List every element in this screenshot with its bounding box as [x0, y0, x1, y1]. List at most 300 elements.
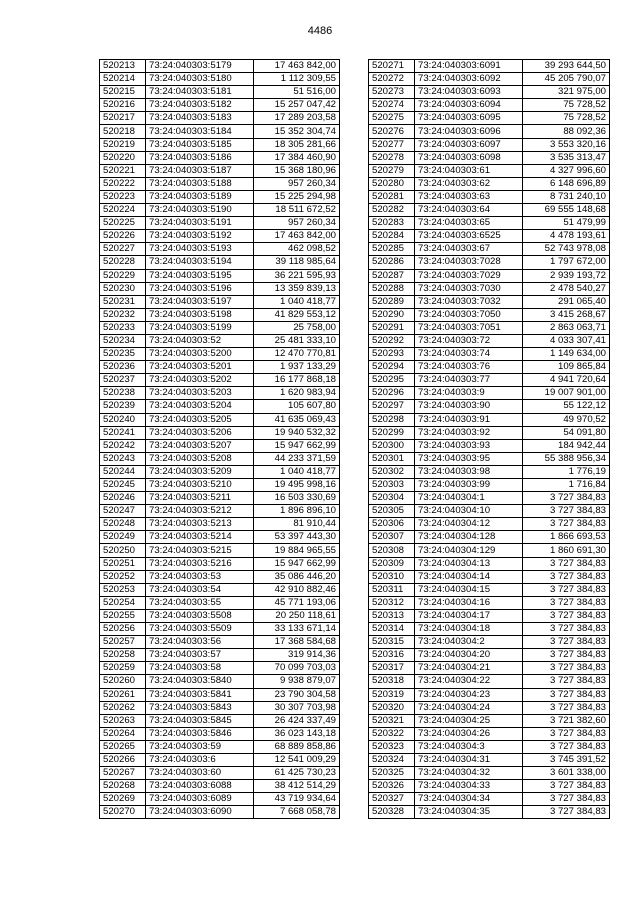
- value-cell: 17 368 584,68: [254, 636, 340, 649]
- cadastral-number-cell: 73:24:040303:58: [146, 662, 254, 675]
- cadastral-number-cell: 73:24:040303:99: [415, 479, 523, 492]
- row-number-cell: 520323: [369, 740, 415, 753]
- cadastral-number-cell: 73:24:040303:5192: [146, 230, 254, 243]
- value-cell: 6 148 696,89: [523, 177, 610, 190]
- right-registry-table: [368, 59, 610, 819]
- value-cell: 3 727 384,83: [523, 623, 610, 636]
- table-row: [100, 151, 340, 164]
- row-number-cell: 520308: [369, 544, 415, 557]
- table-row: [369, 164, 610, 177]
- row-number-cell: 520287: [369, 269, 415, 282]
- value-cell: 1 040 418,77: [254, 295, 340, 308]
- value-cell: 70 099 703,03: [254, 662, 340, 675]
- value-cell: 45 205 790,07: [523, 73, 610, 86]
- cadastral-number-cell: 73:24:040303:5508: [146, 609, 254, 622]
- row-number-cell: 520273: [369, 86, 415, 99]
- row-number-cell: 520278: [369, 151, 415, 164]
- table-row: [100, 492, 340, 505]
- table-row: [369, 60, 610, 73]
- value-cell: 2 863 063,71: [523, 321, 610, 334]
- cadastral-number-cell: 73:24:040303:5207: [146, 439, 254, 452]
- value-cell: 1 776,19: [523, 465, 610, 478]
- value-cell: 4 033 307,41: [523, 334, 610, 347]
- row-number-cell: 520316: [369, 649, 415, 662]
- table-row: [100, 99, 340, 112]
- value-cell: 1 797 672,00: [523, 256, 610, 269]
- value-cell: 33 133 671,14: [254, 623, 340, 636]
- row-number-cell: 520295: [369, 374, 415, 387]
- cadastral-number-cell: 73:24:040304:3: [415, 740, 523, 753]
- cadastral-number-cell: 73:24:040303:5845: [146, 714, 254, 727]
- cadastral-number-cell: 73:24:040304:24: [415, 701, 523, 714]
- value-cell: 321 975,00: [523, 86, 610, 99]
- value-cell: 30 307 703,98: [254, 701, 340, 714]
- cadastral-number-cell: 73:24:040303:5840: [146, 675, 254, 688]
- row-number-cell: 520279: [369, 164, 415, 177]
- value-cell: 4 941 720,64: [523, 374, 610, 387]
- value-cell: 45 771 193,06: [254, 596, 340, 609]
- row-number-cell: 520256: [100, 623, 146, 636]
- table-row: [100, 164, 340, 177]
- cadastral-number-cell: 73:24:040303:5843: [146, 701, 254, 714]
- table-row: [100, 740, 340, 753]
- table-row: [100, 465, 340, 478]
- cadastral-number-cell: 73:24:040304:23: [415, 688, 523, 701]
- value-cell: 3 601 338,00: [523, 767, 610, 780]
- table-row: [100, 217, 340, 230]
- row-number-cell: 520269: [100, 793, 146, 806]
- cadastral-number-cell: 73:24:040303:61: [415, 164, 523, 177]
- value-cell: 8 731 240,10: [523, 190, 610, 203]
- row-number-cell: 520259: [100, 662, 146, 675]
- value-cell: 3 727 384,83: [523, 596, 610, 609]
- table-row: [100, 334, 340, 347]
- table-row: [100, 753, 340, 766]
- table-row: [100, 308, 340, 321]
- row-number-cell: 520289: [369, 295, 415, 308]
- cadastral-number-cell: 73:24:040303:63: [415, 190, 523, 203]
- value-cell: 69 555 148,68: [523, 204, 610, 217]
- row-number-cell: 520311: [369, 583, 415, 596]
- table-row: [100, 767, 340, 780]
- table-row: [369, 767, 610, 780]
- cadastral-number-cell: 73:24:040303:6095: [415, 112, 523, 125]
- value-cell: 3 745 391,52: [523, 753, 610, 766]
- table-row: [100, 596, 340, 609]
- value-cell: 42 910 882,46: [254, 583, 340, 596]
- table-row: [369, 583, 610, 596]
- row-number-cell: 520288: [369, 282, 415, 295]
- row-number-cell: 520236: [100, 361, 146, 374]
- row-number-cell: 520260: [100, 675, 146, 688]
- value-cell: 3 721 382,60: [523, 714, 610, 727]
- cadastral-number-cell: 73:24:040303:5195: [146, 269, 254, 282]
- table-row: [100, 269, 340, 282]
- cadastral-number-cell: 73:24:040304:13: [415, 557, 523, 570]
- row-number-cell: 520251: [100, 557, 146, 570]
- value-cell: 3 727 384,83: [523, 701, 610, 714]
- value-cell: 3 727 384,83: [523, 649, 610, 662]
- table-row: [369, 125, 610, 138]
- row-number-cell: 520326: [369, 780, 415, 793]
- value-cell: 81 910,44: [254, 518, 340, 531]
- table-row: [100, 230, 340, 243]
- cadastral-number-cell: 73:24:040304:22: [415, 675, 523, 688]
- row-number-cell: 520302: [369, 465, 415, 478]
- row-number-cell: 520252: [100, 570, 146, 583]
- table-row: [100, 60, 340, 73]
- row-number-cell: 520296: [369, 387, 415, 400]
- table-row: [100, 256, 340, 269]
- value-cell: 17 463 842,00: [254, 60, 340, 73]
- value-cell: 68 889 858,86: [254, 740, 340, 753]
- cadastral-number-cell: 73:24:040303:53: [146, 570, 254, 583]
- value-cell: 20 250 118,61: [254, 609, 340, 622]
- cadastral-number-cell: 73:24:040303:57: [146, 649, 254, 662]
- value-cell: 1 620 983,94: [254, 387, 340, 400]
- cadastral-number-cell: 73:24:040303:7029: [415, 269, 523, 282]
- table-row: [100, 86, 340, 99]
- row-number-cell: 520328: [369, 806, 415, 819]
- value-cell: 3 727 384,83: [523, 505, 610, 518]
- cadastral-number-cell: 73:24:040303:95: [415, 452, 523, 465]
- value-cell: 19 495 998,16: [254, 479, 340, 492]
- right-table-body: [369, 60, 610, 819]
- row-number-cell: 520265: [100, 740, 146, 753]
- cadastral-number-cell: 73:24:040304:20: [415, 649, 523, 662]
- value-cell: 3 727 384,83: [523, 806, 610, 819]
- cadastral-number-cell: 73:24:040303:65: [415, 217, 523, 230]
- row-number-cell: 520232: [100, 308, 146, 321]
- table-row: [100, 282, 340, 295]
- value-cell: 36 221 595,93: [254, 269, 340, 282]
- cadastral-number-cell: 73:24:040303:7032: [415, 295, 523, 308]
- table-row: [100, 400, 340, 413]
- table-row: [100, 570, 340, 583]
- table-row: [369, 374, 610, 387]
- table-row: [369, 295, 610, 308]
- row-number-cell: 520214: [100, 73, 146, 86]
- row-number-cell: 520286: [369, 256, 415, 269]
- value-cell: 3 727 384,83: [523, 780, 610, 793]
- value-cell: 13 359 839,13: [254, 282, 340, 295]
- left-table-body: [100, 60, 340, 819]
- cadastral-number-cell: 73:24:040303:6089: [146, 793, 254, 806]
- cadastral-number-cell: 73:24:040303:5187: [146, 164, 254, 177]
- table-row: [100, 204, 340, 217]
- row-number-cell: 520322: [369, 727, 415, 740]
- table-row: [369, 348, 610, 361]
- value-cell: 3 727 384,83: [523, 793, 610, 806]
- row-number-cell: 520306: [369, 518, 415, 531]
- table-row: [369, 269, 610, 282]
- cadastral-number-cell: 73:24:040303:74: [415, 348, 523, 361]
- value-cell: 3 727 384,83: [523, 609, 610, 622]
- row-number-cell: 520255: [100, 609, 146, 622]
- row-number-cell: 520314: [369, 623, 415, 636]
- value-cell: 2 939 193,72: [523, 269, 610, 282]
- value-cell: 15 225 294,98: [254, 190, 340, 203]
- table-row: [100, 479, 340, 492]
- row-number-cell: 520216: [100, 99, 146, 112]
- row-number-cell: 520318: [369, 675, 415, 688]
- cadastral-number-cell: 73:24:040303:5193: [146, 243, 254, 256]
- row-number-cell: 520317: [369, 662, 415, 675]
- table-row: [369, 701, 610, 714]
- row-number-cell: 520291: [369, 321, 415, 334]
- value-cell: 15 368 180,96: [254, 164, 340, 177]
- value-cell: 17 289 203,58: [254, 112, 340, 125]
- table-row: [100, 557, 340, 570]
- value-cell: 17 384 460,90: [254, 151, 340, 164]
- value-cell: 18 511 672,52: [254, 204, 340, 217]
- cadastral-number-cell: 73:24:040303:5189: [146, 190, 254, 203]
- table-row: [100, 426, 340, 439]
- cadastral-number-cell: 73:24:040303:5188: [146, 177, 254, 190]
- row-number-cell: 520249: [100, 531, 146, 544]
- row-number-cell: 520233: [100, 321, 146, 334]
- row-number-cell: 520248: [100, 518, 146, 531]
- cadastral-number-cell: 73:24:040304:10: [415, 505, 523, 518]
- row-number-cell: 520254: [100, 596, 146, 609]
- row-number-cell: 520272: [369, 73, 415, 86]
- row-number-cell: 520285: [369, 243, 415, 256]
- value-cell: 26 424 337,49: [254, 714, 340, 727]
- row-number-cell: 520303: [369, 479, 415, 492]
- value-cell: 3 727 384,83: [523, 675, 610, 688]
- value-cell: 12 541 009,29: [254, 753, 340, 766]
- row-number-cell: 520223: [100, 190, 146, 203]
- cadastral-number-cell: 73:24:040303:9: [415, 387, 523, 400]
- cadastral-number-cell: 73:24:040304:16: [415, 596, 523, 609]
- value-cell: 957 260,34: [254, 177, 340, 190]
- value-cell: 109 865,84: [523, 361, 610, 374]
- value-cell: 16 503 330,69: [254, 492, 340, 505]
- table-row: [369, 492, 610, 505]
- cadastral-number-cell: 73:24:040303:92: [415, 426, 523, 439]
- row-number-cell: 520253: [100, 583, 146, 596]
- value-cell: 12 470 770,81: [254, 348, 340, 361]
- row-number-cell: 520313: [369, 609, 415, 622]
- cadastral-number-cell: 73:24:040303:62: [415, 177, 523, 190]
- value-cell: 19 007 901,00: [523, 387, 610, 400]
- row-number-cell: 520290: [369, 308, 415, 321]
- value-cell: 291 065,40: [523, 295, 610, 308]
- table-row: [100, 518, 340, 531]
- table-row: [369, 570, 610, 583]
- value-cell: 3 727 384,83: [523, 727, 610, 740]
- table-row: [369, 452, 610, 465]
- table-row: [369, 780, 610, 793]
- row-number-cell: 520222: [100, 177, 146, 190]
- cadastral-number-cell: 73:24:040303:7051: [415, 321, 523, 334]
- row-number-cell: 520228: [100, 256, 146, 269]
- table-row: [369, 282, 610, 295]
- value-cell: 55 122,12: [523, 400, 610, 413]
- cadastral-number-cell: 73:24:040303:7030: [415, 282, 523, 295]
- cadastral-number-cell: 73:24:040304:34: [415, 793, 523, 806]
- table-row: [369, 413, 610, 426]
- value-cell: 3 727 384,83: [523, 570, 610, 583]
- table-row: [369, 636, 610, 649]
- row-number-cell: 520225: [100, 217, 146, 230]
- table-row: [369, 544, 610, 557]
- row-number-cell: 520321: [369, 714, 415, 727]
- table-row: [369, 439, 610, 452]
- value-cell: 3 727 384,83: [523, 583, 610, 596]
- table-row: [369, 714, 610, 727]
- table-row: [369, 400, 610, 413]
- cadastral-number-cell: 73:24:040304:33: [415, 780, 523, 793]
- cadastral-number-cell: 73:24:040304:12: [415, 518, 523, 531]
- value-cell: 1 866 693,53: [523, 531, 610, 544]
- table-row: [100, 793, 340, 806]
- value-cell: 15 352 304,74: [254, 125, 340, 138]
- cadastral-number-cell: 73:24:040303:6: [146, 753, 254, 766]
- table-row: [100, 452, 340, 465]
- cadastral-number-cell: 73:24:040303:5201: [146, 361, 254, 374]
- table-row: [369, 806, 610, 819]
- row-number-cell: 520264: [100, 727, 146, 740]
- cadastral-number-cell: 73:24:040303:6098: [415, 151, 523, 164]
- table-row: [369, 204, 610, 217]
- row-number-cell: 520267: [100, 767, 146, 780]
- row-number-cell: 520293: [369, 348, 415, 361]
- table-row: [369, 86, 610, 99]
- value-cell: 75 728,52: [523, 112, 610, 125]
- value-cell: 19 884 965,55: [254, 544, 340, 557]
- value-cell: 39 293 644,50: [523, 60, 610, 73]
- cadastral-number-cell: 73:24:040304:31: [415, 753, 523, 766]
- row-number-cell: 520307: [369, 531, 415, 544]
- value-cell: 54 091,80: [523, 426, 610, 439]
- value-cell: 15 947 662,99: [254, 557, 340, 570]
- cadastral-number-cell: 73:24:040303:5212: [146, 505, 254, 518]
- value-cell: 1 716,84: [523, 479, 610, 492]
- row-number-cell: 520215: [100, 86, 146, 99]
- table-row: [369, 623, 610, 636]
- row-number-cell: 520301: [369, 452, 415, 465]
- cadastral-number-cell: 73:24:040303:52: [146, 334, 254, 347]
- cadastral-number-cell: 73:24:040303:5185: [146, 138, 254, 151]
- row-number-cell: 520327: [369, 793, 415, 806]
- cadastral-number-cell: 73:24:040303:5846: [146, 727, 254, 740]
- row-number-cell: 520247: [100, 505, 146, 518]
- cadastral-number-cell: 73:24:040303:5186: [146, 151, 254, 164]
- cadastral-number-cell: 73:24:040303:5182: [146, 99, 254, 112]
- row-number-cell: 520266: [100, 753, 146, 766]
- cadastral-number-cell: 73:24:040303:6093: [415, 86, 523, 99]
- table-row: [369, 740, 610, 753]
- table-row: [369, 217, 610, 230]
- table-row: [369, 243, 610, 256]
- value-cell: 38 412 514,29: [254, 780, 340, 793]
- cadastral-number-cell: 73:24:040304:14: [415, 570, 523, 583]
- table-row: [100, 177, 340, 190]
- cadastral-number-cell: 73:24:040303:98: [415, 465, 523, 478]
- value-cell: 23 790 304,58: [254, 688, 340, 701]
- cadastral-number-cell: 73:24:040303:5213: [146, 518, 254, 531]
- value-cell: 1 937 133,29: [254, 361, 340, 374]
- table-row: [369, 138, 610, 151]
- table-row: [100, 780, 340, 793]
- row-number-cell: 520243: [100, 452, 146, 465]
- row-number-cell: 520213: [100, 60, 146, 73]
- row-number-cell: 520280: [369, 177, 415, 190]
- cadastral-number-cell: 73:24:040303:5211: [146, 492, 254, 505]
- row-number-cell: 520263: [100, 714, 146, 727]
- value-cell: 39 118 985,64: [254, 256, 340, 269]
- table-row: [369, 557, 610, 570]
- value-cell: 16 177 868,18: [254, 374, 340, 387]
- value-cell: 3 727 384,83: [523, 557, 610, 570]
- table-row: [369, 688, 610, 701]
- row-number-cell: 520217: [100, 112, 146, 125]
- value-cell: 4 478 193,61: [523, 230, 610, 243]
- cadastral-number-cell: 73:24:040303:5208: [146, 452, 254, 465]
- row-number-cell: 520221: [100, 164, 146, 177]
- row-number-cell: 520242: [100, 439, 146, 452]
- row-number-cell: 520241: [100, 426, 146, 439]
- cadastral-number-cell: 73:24:040303:5209: [146, 465, 254, 478]
- value-cell: 18 305 281,66: [254, 138, 340, 151]
- row-number-cell: 520231: [100, 295, 146, 308]
- cadastral-number-cell: 73:24:040303:5184: [146, 125, 254, 138]
- row-number-cell: 520226: [100, 230, 146, 243]
- row-number-cell: 520230: [100, 282, 146, 295]
- table-row: [100, 361, 340, 374]
- cadastral-number-cell: 73:24:040304:1: [415, 492, 523, 505]
- table-row: [100, 374, 340, 387]
- row-number-cell: 520219: [100, 138, 146, 151]
- table-row: [369, 112, 610, 125]
- row-number-cell: 520257: [100, 636, 146, 649]
- table-row: [100, 190, 340, 203]
- row-number-cell: 520246: [100, 492, 146, 505]
- cadastral-number-cell: 73:24:040303:56: [146, 636, 254, 649]
- table-row: [369, 177, 610, 190]
- cadastral-number-cell: 73:24:040303:5183: [146, 112, 254, 125]
- row-number-cell: 520292: [369, 334, 415, 347]
- value-cell: 3 727 384,83: [523, 518, 610, 531]
- cadastral-number-cell: 73:24:040303:5841: [146, 688, 254, 701]
- table-row: [369, 727, 610, 740]
- row-number-cell: 520297: [369, 400, 415, 413]
- cadastral-number-cell: 73:24:040303:55: [146, 596, 254, 609]
- row-number-cell: 520325: [369, 767, 415, 780]
- cadastral-number-cell: 73:24:040303:59: [146, 740, 254, 753]
- row-number-cell: 520220: [100, 151, 146, 164]
- value-cell: 35 086 446,20: [254, 570, 340, 583]
- value-cell: 44 233 371,59: [254, 452, 340, 465]
- value-cell: 462 098,52: [254, 243, 340, 256]
- table-row: [369, 793, 610, 806]
- table-row: [369, 387, 610, 400]
- cadastral-number-cell: 73:24:040303:7028: [415, 256, 523, 269]
- row-number-cell: 520270: [100, 806, 146, 819]
- cadastral-number-cell: 73:24:040303:5204: [146, 400, 254, 413]
- row-number-cell: 520319: [369, 688, 415, 701]
- row-number-cell: 520229: [100, 269, 146, 282]
- cadastral-number-cell: 73:24:040303:5190: [146, 204, 254, 217]
- cadastral-number-cell: 73:24:040303:5215: [146, 544, 254, 557]
- cadastral-number-cell: 73:24:040303:5202: [146, 374, 254, 387]
- row-number-cell: 520284: [369, 230, 415, 243]
- row-number-cell: 520282: [369, 204, 415, 217]
- row-number-cell: 520218: [100, 125, 146, 138]
- cadastral-number-cell: 73:24:040303:5205: [146, 413, 254, 426]
- value-cell: 319 914,36: [254, 649, 340, 662]
